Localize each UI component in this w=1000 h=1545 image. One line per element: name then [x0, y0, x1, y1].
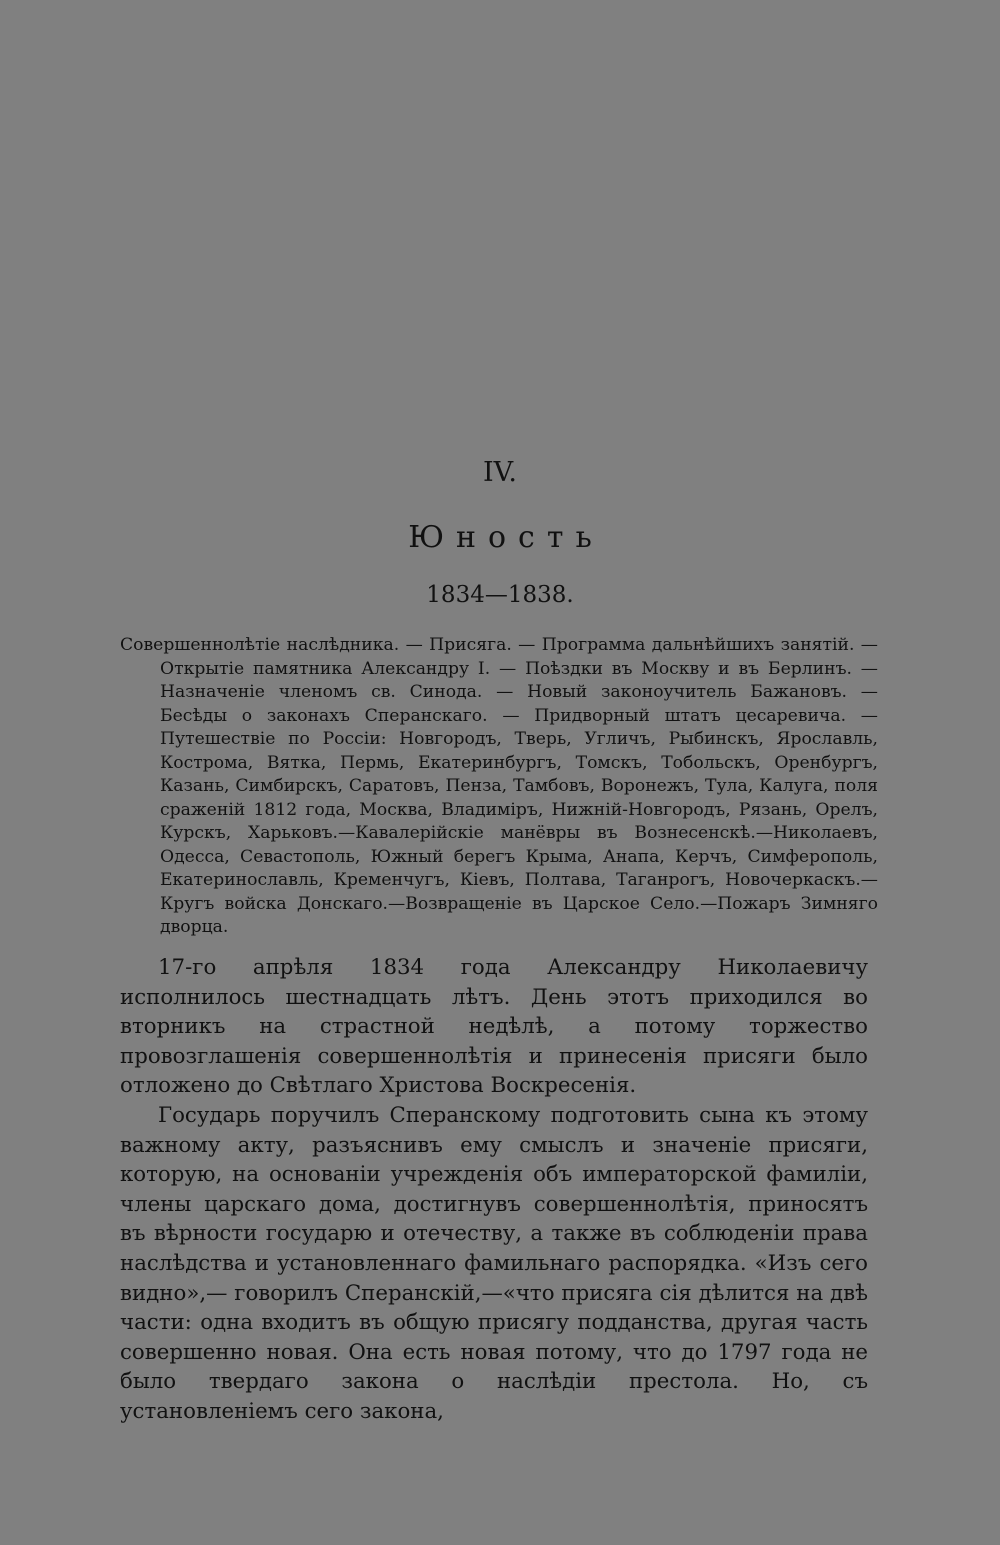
paragraph: 17-го апрѣля 1834 года Александру Николаевичу исполнилось шестнадцать лѣтъ. День этотъ приходился во вторникъ на страстной недѣлѣ, а потому торжество провозглашенія совершеннолѣтія и принесенія присяги было отложено до Свѣтлаго Христова Воскресенія. [120, 955, 868, 1099]
paragraph: Государь поручилъ Сперанскому подготовить сына къ этому важному акту, разъяснивъ ему смыслъ и значеніе присяги, которую, на основаніи учрежденія объ императорской фамиліи, члены царскаго дома, достигнувъ совершеннолѣтія, приносятъ въ вѣрности государю и отечеству, а также въ соблюденіи права наслѣдства и установленнаго фамильнаго распорядка. «Изъ сего видно»,— говорилъ Сперанскій,—«что присяга сія дѣлится на двѣ части: одна входитъ въ общую присягу подданства, другая часть совершенно новая. Она есть новая потому, что до 1797 года не было твердаго закона о наслѣдіи престола. Но, съ установленіемъ сего закона, [120, 1102, 868, 1424]
chapter-number: IV. [482, 457, 518, 488]
chapter-years: 1834—1838. [426, 582, 574, 608]
chapter-summary: Совершеннолѣтіе наслѣдника. — Присяга. — Программа дальнѣйшихъ занятій. — Открытіе памятника Александру I. — Поѣздки въ Москву и въ Берлинъ. — Назначеніе членомъ св. Синода. — Новый законоучитель Бажановъ. — Бесѣды о законахъ Сперанскаго. — Придворный штатъ цесаревича. — Путешествіе по Россіи: Новгородъ, Тверь, Угличъ, Рыбинскъ, Ярославль, Кострома, Вятка, Пермь, Екатеринбургъ, Томскъ, Тобольскъ, Оренбургъ, Казань, Симбирскъ, Саратовъ, Пенза, Тамбовъ, Воронежъ, Тула, Калуга, поля сраженій 1812 года, Москва, Владиміръ, Нижній-Новгородъ, Рязань, Орелъ, Курскъ, Харьковъ.—Кавалерійскіе манёвры въ Вознесенскѣ.—Николаевъ, Одесса, Севастополь, Южный берегъ Крыма, Анапа, Керчъ, Симферополь, Екатеринославль, Кременчугъ, Кіевъ, Полтава, Таганрогъ, Новочеркаскъ.—Кругъ войска Донскаго.—Возвращеніе въ Царское Село.—Пожаръ Зимняго дворца. [120, 635, 878, 937]
body-text [120, 953, 868, 1427]
chapter-title: Юность [408, 520, 604, 555]
